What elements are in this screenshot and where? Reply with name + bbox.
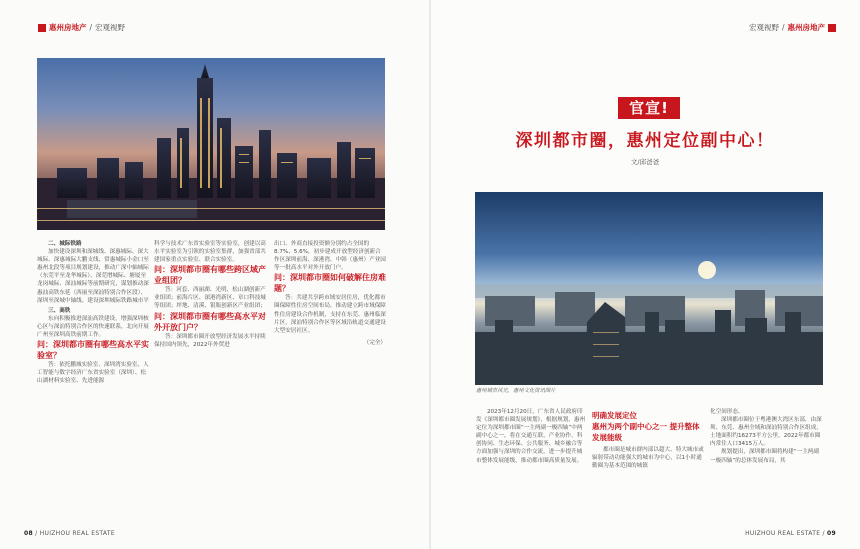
section-heading — [592, 410, 704, 443]
left-column-1 — [37, 240, 149, 385]
article-author: 文/邱爸爸 — [630, 158, 660, 166]
page-number: 09 — [827, 530, 836, 537]
subheading: 二、城际铁路 — [48, 241, 82, 247]
right-column-2 — [592, 408, 704, 470]
right-column-1 — [476, 408, 586, 465]
paragraph: 深圳都市圈位于粤港澳大湾区东部，由深圳、东莞、惠州全域和深汕特别合作区组成，土地面积约16273平方公里，2022年都市圈内常住人口3415万人。 — [710, 417, 822, 448]
column-tag: 宏观视野 — [95, 23, 126, 32]
column-tag: 宏观视野 — [748, 23, 779, 32]
left-section-header — [38, 22, 125, 33]
photo-caption: 惠州城市风光，惠州文化资讯图片 — [476, 388, 556, 394]
question-heading: 问：深圳都市圈如何破解住房难题？ — [274, 273, 386, 294]
paragraph: 科学与技术广东省实验室等实验室，创建以高水平实验室为引领的实验室集群，加强省部共建国家重点实验室、联合实验室。 — [154, 241, 266, 264]
red-square-icon — [828, 24, 836, 32]
huizhou-cityscape-photo — [475, 192, 823, 385]
section-tag: 惠州房地产 — [787, 23, 825, 32]
page-number: 08 — [24, 530, 33, 537]
article-title: 深圳都市圈，惠州定位副中心！ — [515, 131, 775, 151]
right-column-3 — [710, 408, 822, 465]
paragraph: 东向积极推进深汕高铁建设，增强深圳核心区与深汕特别合作区的快速联系，北向开展广州至深圳高铁前期工作。 — [37, 315, 149, 339]
announcement-badge: 官宣! — [618, 97, 680, 119]
paragraph: 答：共建共享跨市域安居住房，优化都市圈保障性住房空间布局，推动建立跨市域保障性住房建设合作机制，支持在东莞、惠州临深片区，深汕特别合作区等区域沿轨道交通建设大型安居社区。 — [274, 295, 386, 334]
paragraph: 规划提出，深圳都市圈将构建“一主两副一极四轴”的总体发展布局，其 — [710, 449, 819, 464]
paragraph: 答：依托鹏城实验室、深圳湾实验室、人工智能与数字经济广东省实验室（深圳）、松山湖材料实验室、先进能源 — [37, 362, 149, 385]
question-heading: 问：深圳都市圈有哪些跨区域产业组团？ — [154, 265, 266, 286]
left-column-2 — [154, 240, 269, 349]
separator: / — [781, 23, 785, 32]
section-tag: 惠州房地产 — [49, 23, 87, 32]
left-column-3 — [274, 240, 386, 347]
question-heading: 问：深圳都市圈有哪些高水平对外开放门户？ — [154, 311, 266, 332]
paragraph: 答：深圳都市圈开放型经济发展水平持续保持国内领先，2022年外贸进 — [154, 333, 266, 348]
subheading: 三、高铁 — [48, 307, 71, 314]
left-footer: 08 / HUIZHOU REAL ESTATE — [24, 530, 115, 537]
paragraph: 都市圈是城市群内部以超大、特大城市或辐射带动功能强大的城市为中心，以1小时通勤圈为基本范围的城镇 — [592, 447, 704, 470]
magazine-name: HUIZHOU REAL ESTATE — [745, 530, 821, 537]
magazine-name: HUIZHOU REAL ESTATE — [39, 530, 115, 537]
right-section-header — [749, 22, 836, 33]
cityscape-illustration — [475, 192, 823, 385]
end-mark: （完全） — [363, 339, 386, 346]
separator: / — [89, 23, 93, 32]
city-skyline-photo — [37, 58, 385, 230]
paragraph: 化空间形态。 — [710, 409, 744, 415]
paragraph: 2023年12月20日，广东省人民政府印发《深圳都市圈发展规划》，根据规划，惠州定位为深圳都市圈“一主两副一极四轴”中两副中心之一，将在交通互联、产业协作、科创协同、生态环保、公共服务、城乡融合等方面加强与深圳的合作交流，进一步提升城市整体发展能级，推动都市圈高质量发展。 — [476, 409, 586, 464]
paragraph: 答：河套、西丽湖、光明、松山湖创新产业组团；前海片区、深港湾新区、章口科技城等组团；坪地、清溪、银瓶创新区产业组团； — [154, 287, 266, 310]
skyline-illustration — [37, 58, 385, 230]
question-heading: 问：深圳都市圈有哪些高水平实验室？ — [37, 340, 149, 361]
right-footer: HUIZHOU REAL ESTATE / 09 — [745, 530, 836, 537]
paragraph: 出口、外商直接投资额分别约占全国的8.7%、5.6%，初步建成开放型经济创新合作区深圳前海、深港湾，中韩（惠州）产业园等一批高水平对外开放门户。 — [274, 241, 386, 272]
page-gutter — [429, 0, 431, 549]
section-heading-line1: 明确发展定位 — [592, 411, 637, 420]
paragraph: 加快建设深圳和深城线、深惠城际、深大城际、深惠城际大鹏支线、常惠城际小金口至惠州北段等项目规划建设，推动广深中轴城际（东莞平至龙华城际）、深莞增城际、塘厦至龙岗城际、深汕城际等前期研究，谋划推动深惠汕高铁东延（西丽至深汕特别合作区段）、深圳至深城中轴线、建设深圳城际铁路城市平 — [37, 249, 149, 304]
red-square-icon — [38, 24, 46, 32]
section-heading-line2: 惠州为两个副中心之一 提升整体发展能级 — [592, 422, 700, 442]
